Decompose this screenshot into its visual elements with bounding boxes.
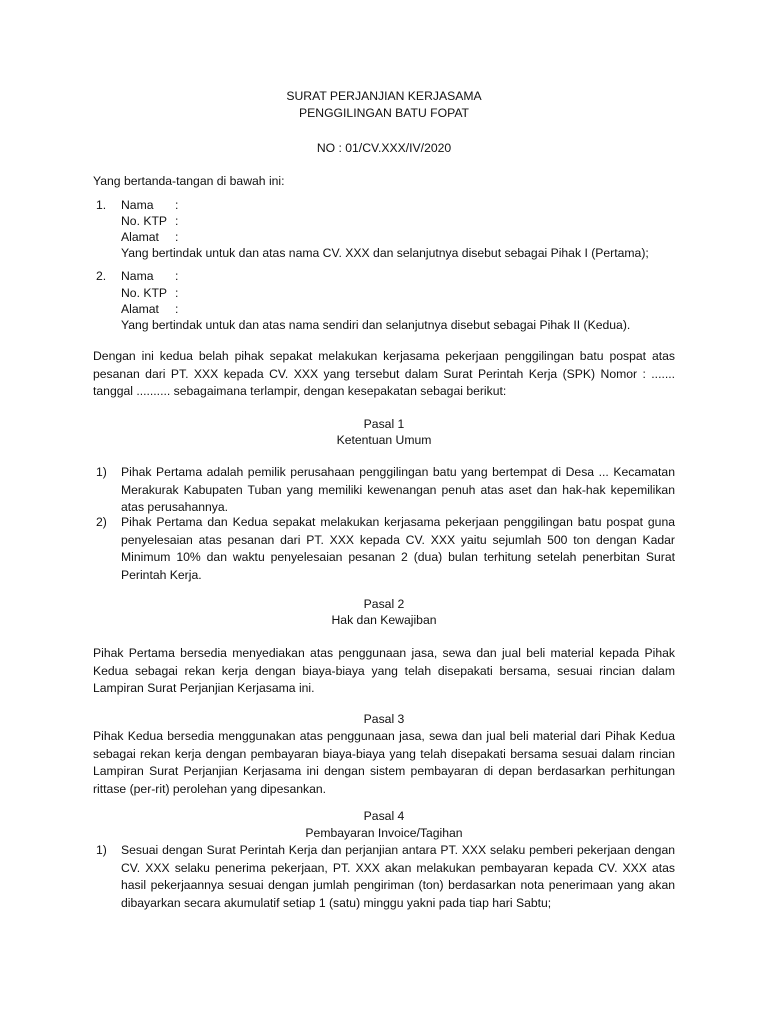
party-2-address-label: Alamat <box>121 302 159 316</box>
pasal-1-title: Pasal 1 <box>363 417 405 431</box>
party-1-address-colon: : <box>175 230 179 244</box>
opening-paragraph: Dengan ini kedua belah pihak sepakat melakukan kerjasama pekerjaan penggilingan batu pospat atas pesanan dari PT. XXX kepada CV. XXX yang tersebut dalam Surat Perintah Kerja (SPK) Nomor : ....... tanggal .......... sebagaimana terlampir, dengan kesepakatan sebagai berikut: <box>93 349 675 398</box>
party-2-number: 2. <box>96 269 107 283</box>
party-2-description: Yang bertindak untuk dan atas nama sendiri dan selanjutnya disebut sebagai Pihak II (Kedua). <box>121 318 631 332</box>
document-number: NO : 01/CV.XXX/IV/2020 <box>316 141 452 155</box>
party-2-ktp-label: No. KTP <box>121 286 168 300</box>
party-1-ktp-label: No. KTP <box>121 214 168 228</box>
party-1-name-label: Nama <box>121 198 154 212</box>
pasal-4-subtitle: Pembayaran Invoice/Tagihan <box>305 826 463 840</box>
party-2-name-colon: : <box>175 269 179 283</box>
party-2-ktp-colon: : <box>175 286 179 300</box>
pasal-2-text: Pihak Pertama bersedia menyediakan atas penggunaan jasa, sewa dan jual beli material kepada Pihak Kedua sebagai rekan kerja dengan biaya-biaya yang telah disepakati bersama, sesuai rincian dalam Lampiran Surat Perjanjian Kerjasama ini. <box>93 646 675 695</box>
party-1-number: 1. <box>96 198 107 212</box>
pasal-2-title: Pasal 2 <box>363 597 405 611</box>
pasal-1-item-1-number: 1) <box>96 465 107 479</box>
party-1-address-label: Alamat <box>121 230 159 244</box>
party-2-name-label: Nama <box>121 269 154 283</box>
pasal-4-item-1-number: 1) <box>96 843 107 857</box>
document-subtitle: PENGGILINGAN BATU FOPAT <box>299 106 469 120</box>
pasal-4-item-1-text: Sesuai dengan Surat Perintah Kerja dan perjanjian antara PT. XXX selaku pemberi pekerjaan dengan CV. XXX selaku penerima pekerjaan, PT. XXX akan melakukan pembayaran kepada CV. XXX atas hasil pekerjaannya sesuai dengan jumlah pengiriman (ton) berdasarkan nota penerimaan yang akan dibayarkan secara akumulatif setiap 1 (satu) minggu yakni pada tiap hari Sabtu; <box>121 843 675 910</box>
pasal-4-title: Pasal 4 <box>363 809 405 823</box>
pasal-1-item-2-number: 2) <box>96 515 107 529</box>
pasal-1-item-2-text: Pihak Pertama dan Kedua sepakat melakukan kerjasama pekerjaan penggilingan batu pospat guna penyelesaian atas pesanan dari PT. XXX kepada CV. XXX yaitu sejumlah 500 ton dengan Kadar Minimum 10% dan waktu penyelesaian pesanan 2 (dua) bulan terhitung setelah penerbitan Surat Perintah Kerja. <box>121 515 675 582</box>
pasal-1-subtitle: Ketentuan Umum <box>336 433 432 447</box>
pasal-3-text: Pihak Kedua bersedia menggunakan atas penggunaan jasa, sewa dan jual beli material dari Pihak Kedua sebagai rekan kerja dengan pembayaran biaya-biaya yang telah disepakati bersama sesuai dalam rincian Lampiran Surat Perjanjian Kerjasama ini dengan sistem pembayaran di depan berdasarkan perhitungan rittase (per-rit) perolehan yang dipesankan. <box>93 729 675 796</box>
party-1-name-colon: : <box>175 198 179 212</box>
document-title: SURAT PERJANJIAN KERJASAMA <box>286 89 482 103</box>
pasal-3-title: Pasal 3 <box>363 712 405 726</box>
party-1-ktp-colon: : <box>175 214 179 228</box>
intro-text: Yang bertanda-tangan di bawah ini: <box>93 174 285 188</box>
pasal-1-item-1-text: Pihak Pertama adalah pemilik perusahaan penggilingan batu yang bertempat di Desa ... Kecamatan Merakurak Kabupaten Tuban yang memiliki kewenangan penuh atas aset dan hak-hak kepemilikan atas perusahannya. <box>121 465 675 514</box>
pasal-2-subtitle: Hak dan Kewajiban <box>331 613 437 627</box>
party-2-address-colon: : <box>175 302 179 316</box>
party-1-description: Yang bertindak untuk dan atas nama CV. XXX dan selanjutnya disebut sebagai Pihak I (Pertama); <box>121 246 649 260</box>
